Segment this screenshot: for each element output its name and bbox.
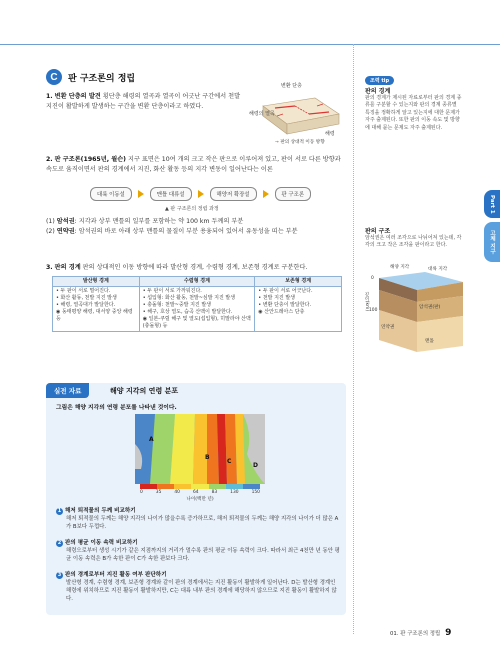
plate-boundary-table bbox=[52, 276, 342, 332]
qa-question: 판의 평균 이동 속력 비교하기 bbox=[65, 540, 138, 546]
fig-depth-0: 0 bbox=[371, 276, 374, 281]
plate-structure-diagram bbox=[365, 262, 465, 358]
flow-step: 해양저 확장설 bbox=[210, 187, 257, 201]
fig-depth-100: 100 bbox=[369, 308, 378, 313]
table-cell-line: • 해구, 호상 열도, 습곡 산맥이 발달한다. bbox=[142, 309, 233, 315]
definition-lithosphere bbox=[46, 217, 346, 227]
tab-part1[interactable]: Part 1 bbox=[484, 190, 500, 218]
example-tag: 실전 자료 bbox=[46, 383, 89, 398]
qa-question: 판의 경계로부터 지진 활동 여부 판단하기 bbox=[65, 572, 167, 578]
scale-swatch bbox=[140, 484, 157, 489]
table-cell-transform bbox=[255, 287, 342, 332]
scale-swatch bbox=[157, 484, 174, 489]
qa-answer: 해저 퇴적물의 두께는 해양 지각의 나이가 많을수록 증가하므로, 해저 퇴적물의 두께는 해양 지각의 나이가 더 많은 A가 B보다 두껍다. bbox=[66, 515, 339, 530]
table-cell-line: • 섭입형: 화산 활동, 천발~심발 지진 발생 bbox=[142, 295, 236, 301]
table-cell-line: ◉ 일본-쿠릴 해구 및 열도(섭입형), 히말라야 산맥(충돌형) 등 bbox=[142, 316, 251, 329]
definition-text: : 암석권의 바로 아래 상부 맨틀의 물질이 부분 용융되어 있어서 유동성을 띠는 부분 bbox=[74, 228, 298, 235]
section-letter: C bbox=[46, 69, 62, 85]
fig-label-ocean: 해양 지각 bbox=[390, 265, 410, 270]
example-qa-2 bbox=[56, 538, 340, 563]
sidebar-title-structure: 판의 구조 bbox=[365, 228, 391, 235]
sidebar-title-boundary: 판의 경계 bbox=[365, 88, 391, 95]
example-intro: 그림은 해양 지각의 연령 분포를 나타낸 것이다. bbox=[56, 405, 177, 411]
item-number: 3. bbox=[46, 264, 53, 271]
fig-label-asth: 연약권 bbox=[381, 325, 395, 330]
scale-tick: 83 bbox=[211, 490, 218, 495]
scale-tick: 0 bbox=[140, 490, 143, 495]
definition-text: : 지각과 상부 맨틀의 일부를 포함하는 약 100 km 두께의 부분 bbox=[74, 218, 244, 225]
example-title: 해양 지각의 연령 분포 bbox=[110, 387, 179, 395]
ocean-age-map-svg bbox=[135, 414, 265, 484]
scale-tick: 64 bbox=[192, 490, 199, 495]
map-point-b: B bbox=[205, 454, 210, 461]
fault-legend bbox=[275, 139, 325, 145]
table-header: 발산형 경계 bbox=[53, 277, 140, 287]
qa-answer: 해령으로부터 생성 시기가 같은 지점까지의 거리가 멀수록 판의 평균 이동 속력이 크다. 따라서 최근 4천만 년 동안 평균 이동 속력은 B가 속한 판이 C가 속한 판보다 크다. bbox=[66, 547, 340, 562]
qa-answer: 발산형 경계, 수렴형 경계, 보존형 경계와 같이 판의 경계에서는 지진 활동이 활발하게 일어난다. D는 발산형 경계인 해령에 위치하므로 지진 활동이 활발하지만, C는 대륙 내부 판의 경계에 해당하지 않으므로 지진 활동이 활발하지 않다. bbox=[66, 579, 337, 602]
map-point-c: C bbox=[227, 458, 232, 465]
scale-tick: 130 bbox=[230, 490, 239, 495]
fault-label-top: 변환 단층 bbox=[281, 83, 302, 89]
scale-tick: 40 bbox=[174, 490, 180, 495]
tab-solid-earth[interactable]: 고체 지구 bbox=[484, 222, 500, 262]
item-3 bbox=[46, 263, 346, 273]
qa-number: 2 bbox=[57, 540, 62, 546]
table-cell-line: ◉ 산안드레아스 단층 bbox=[258, 309, 305, 315]
plate-tectonics-flow bbox=[90, 187, 311, 201]
map-point-d: D bbox=[253, 462, 258, 469]
fault-label-right: 해령 bbox=[325, 131, 335, 137]
plate-structure-figure bbox=[365, 262, 465, 358]
flow-step: 맨틀 대류설 bbox=[150, 187, 192, 201]
top-rule bbox=[0, 44, 500, 45]
item-head: 변환 단층의 발견 bbox=[54, 93, 101, 100]
page-number: 9 bbox=[445, 628, 452, 638]
fig-label-continent: 대륙 지각 bbox=[428, 267, 448, 272]
fault-label-ridge: 해령의 열곡 bbox=[249, 111, 275, 117]
fig-label-lith: 암석권(판) bbox=[419, 305, 441, 310]
table-cell-line: • 두 판이 서로 멀어진다. bbox=[56, 288, 111, 294]
table-cell-line: • 천발 지진 발생 bbox=[258, 295, 295, 301]
qa-number: 1 bbox=[57, 508, 62, 514]
table-cell-convergent bbox=[139, 287, 255, 332]
ocean-age-map bbox=[135, 414, 265, 484]
scale-tick: 150 bbox=[251, 490, 260, 495]
table-header: 보존형 경계 bbox=[255, 277, 342, 287]
column-divider bbox=[353, 44, 355, 634]
table-header-row bbox=[53, 277, 342, 287]
definition-asthenosphere bbox=[46, 227, 346, 237]
definition-mark: (2) bbox=[46, 228, 55, 235]
scale-swatch bbox=[191, 484, 208, 489]
example-qa-3 bbox=[56, 570, 340, 603]
item-head: 판 구조론(1965년, 윌슨) bbox=[54, 156, 127, 163]
qa-question: 해저 퇴적물의 두께 비교하기 bbox=[65, 508, 136, 514]
section-title: 판 구조론의 정립 bbox=[68, 73, 136, 84]
table-cell-divergent bbox=[53, 287, 140, 332]
scale-tick: 35 bbox=[155, 490, 162, 495]
table-cell-line: • 해령, 열곡대가 발달한다. bbox=[56, 302, 116, 308]
transform-fault-figure bbox=[249, 83, 345, 148]
table-cell-line: • 변환 단층이 발달한다. bbox=[258, 302, 312, 308]
scale-swatch bbox=[243, 484, 260, 489]
sidebar-text-structure: 암석권은 여러 조각으로 나뉘어져 있는데, 각각의 크고 작은 조각을 판이라고 한다. bbox=[365, 235, 462, 249]
table-cell-line: • 충돌형: 천발~중발 지진 발생 bbox=[142, 302, 211, 308]
scale-swatch bbox=[209, 484, 226, 489]
flow-step: 판 구조론 bbox=[275, 187, 312, 201]
item-body: 판의 상대적인 이동 방향에 따라 발산형 경계, 수렴형 경계, 보존형 경계로 구분한다. bbox=[82, 264, 308, 271]
fig-depth-label: 깊이(km) bbox=[364, 292, 369, 312]
item-1 bbox=[46, 92, 246, 111]
table-cell-line: • 화산 활동, 천발 지진 발생 bbox=[56, 295, 117, 301]
item-number: 2. bbox=[46, 156, 53, 163]
fig-label-mantle: 맨틀 bbox=[425, 339, 434, 344]
flow-caption: ▲ 판 구조론의 정립 과정 bbox=[165, 206, 219, 212]
definition-term: 연약권 bbox=[56, 228, 75, 235]
table-row bbox=[53, 287, 342, 332]
table-header: 수렴형 경계 bbox=[139, 277, 255, 287]
flow-arrow-icon bbox=[263, 190, 269, 198]
table-cell-line: • 두 판이 서로 어긋난다. bbox=[258, 288, 313, 294]
age-scale-ticks bbox=[140, 490, 260, 495]
definition-term: 암석권 bbox=[56, 218, 75, 225]
legend-arrow-icon: → bbox=[275, 140, 279, 145]
age-scale bbox=[140, 484, 260, 502]
sidebar-text-boundary: 판의 경계가 제시된 자료로부터 판의 경계 종류를 구분할 수 있는지와 판의 경계 종류별 특징을 정확하게 알고 있는지에 대한 문제가 자주 출제된다. 또한 판의 이동 속도 및 방향에 대해 묻는 문제도 자주 출제된다. bbox=[365, 95, 462, 131]
section-header bbox=[46, 68, 135, 86]
item-body: 지구 표면은 10여 개의 크고 작은 판으로 이루어져 있고, 판이 서로 다른 방향과 속도로 움직이면서 판의 경계에서 지진, 화산 활동 등의 지각 변동이 일어난다는 이론 bbox=[46, 156, 341, 173]
age-scale-label: 나이(백만 년) bbox=[186, 497, 214, 502]
footer-text: 01. 판 구조론의 정립 bbox=[390, 631, 441, 637]
flow-arrow-icon bbox=[198, 190, 204, 198]
item-head: 판의 경계 bbox=[54, 264, 81, 271]
age-scale-bar bbox=[140, 484, 260, 489]
scale-swatch bbox=[174, 484, 191, 489]
fault-legend-text: 판의 상대적 이동 방향 bbox=[280, 140, 325, 145]
item-2 bbox=[46, 155, 346, 174]
sidebar-tip-tag: 조력 tip bbox=[365, 76, 394, 85]
map-point-a: A bbox=[149, 436, 154, 443]
flow-arrow-icon bbox=[138, 190, 144, 198]
example-qa-1 bbox=[56, 506, 340, 531]
footer bbox=[390, 628, 451, 638]
table-cell-line: • 두 판이 서로 가까워진다. bbox=[142, 288, 202, 294]
qa-number: 3 bbox=[57, 572, 62, 578]
item-number: 1. bbox=[46, 93, 53, 100]
scale-swatch bbox=[226, 484, 243, 489]
definition-mark: (1) bbox=[46, 218, 55, 225]
flow-step: 대륙 이동설 bbox=[90, 187, 132, 201]
item-body: 횡단층 해령의 열곡과 열곡이 어긋난 구간에서 천발 지진이 활발하게 발생하는 구간을 변환 단층이라고 하였다. bbox=[46, 93, 241, 110]
table-cell-line: ◉ 동태평양 해령, 대서양 중앙 해령 등 bbox=[56, 309, 133, 322]
